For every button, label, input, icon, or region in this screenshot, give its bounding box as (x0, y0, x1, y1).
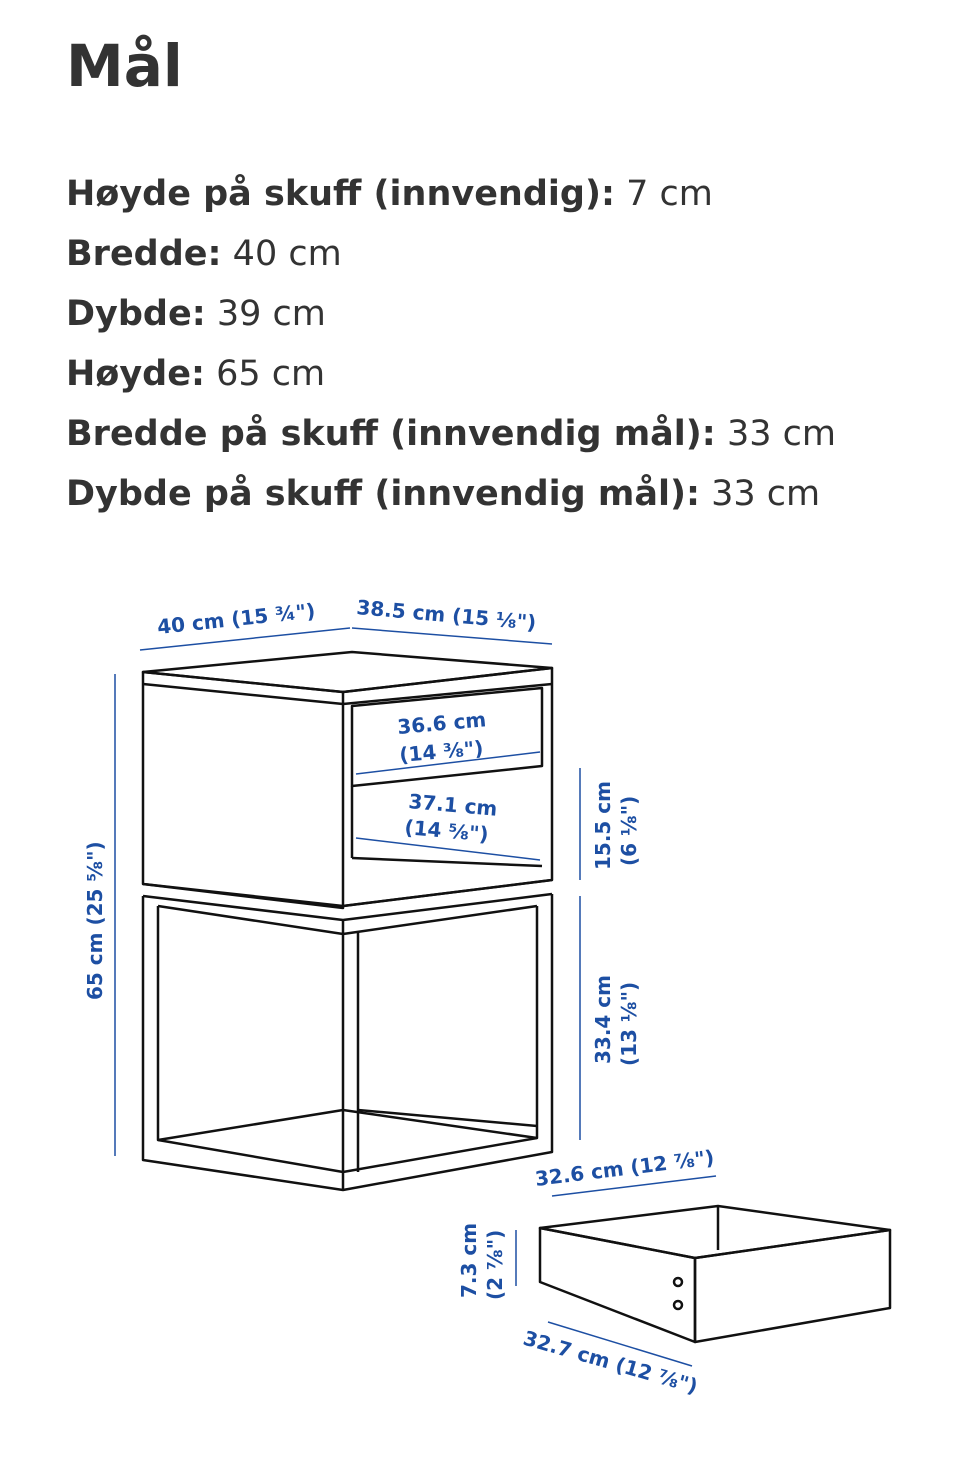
dimension-diagram (0, 560, 960, 1479)
spec-value: 65 cm (216, 354, 326, 394)
drawer-height-in: (2 ⅞") (483, 1229, 507, 1300)
lower-height-in: (13 ⅛") (617, 981, 641, 1066)
spec-label: Bredde på skuff (innvendig mål): (66, 414, 716, 454)
spec-value: 7 cm (626, 174, 713, 214)
drawer-height-cm: 7.3 cm (457, 1222, 481, 1298)
spec-item (66, 404, 836, 464)
drawer-depth-label: 32.7 cm (12 ⅞") (520, 1325, 701, 1399)
height-label: 65 cm (25 ⅝") (83, 841, 107, 1000)
spec-item (66, 344, 836, 404)
spec-list (66, 164, 836, 524)
spec-item (66, 224, 836, 284)
spec-label: Dybde: (66, 294, 206, 334)
depth-label: 38.5 cm (15 ⅛") (355, 595, 538, 635)
lower-height-cm: 33.4 cm (591, 974, 615, 1064)
drawer-inner-width-cm: 36.6 cm (396, 707, 488, 739)
drawer-drawing (540, 1206, 890, 1342)
spec-value: 40 cm (232, 234, 342, 274)
upper-height-cm: 15.5 cm (591, 780, 615, 870)
spec-label: Høyde: (66, 354, 205, 394)
shelf-width-in: (14 ⅝") (403, 815, 490, 847)
spec-value: 33 cm (726, 414, 836, 454)
page-title: Mål (66, 32, 183, 100)
nightstand-drawing (143, 652, 552, 1190)
shelf-width-cm: 37.1 cm (407, 789, 499, 821)
drawer-width-label: 32.6 cm (12 ⅞") (533, 1145, 716, 1191)
spec-item (66, 284, 836, 344)
spec-label: Dybde på skuff (innvendig mål): (66, 474, 700, 514)
spec-label: Bredde: (66, 234, 222, 274)
upper-height-in: (6 ⅛") (617, 795, 641, 866)
drawer-inner-width-in: (14 ⅜") (398, 735, 485, 767)
spec-value: 39 cm (216, 294, 326, 334)
spec-label: Høyde på skuff (innvendig): (66, 174, 615, 214)
spec-item (66, 164, 836, 224)
spec-item (66, 464, 836, 524)
spec-value: 33 cm (711, 474, 821, 514)
width-label: 40 cm (15 ¾") (156, 598, 317, 639)
